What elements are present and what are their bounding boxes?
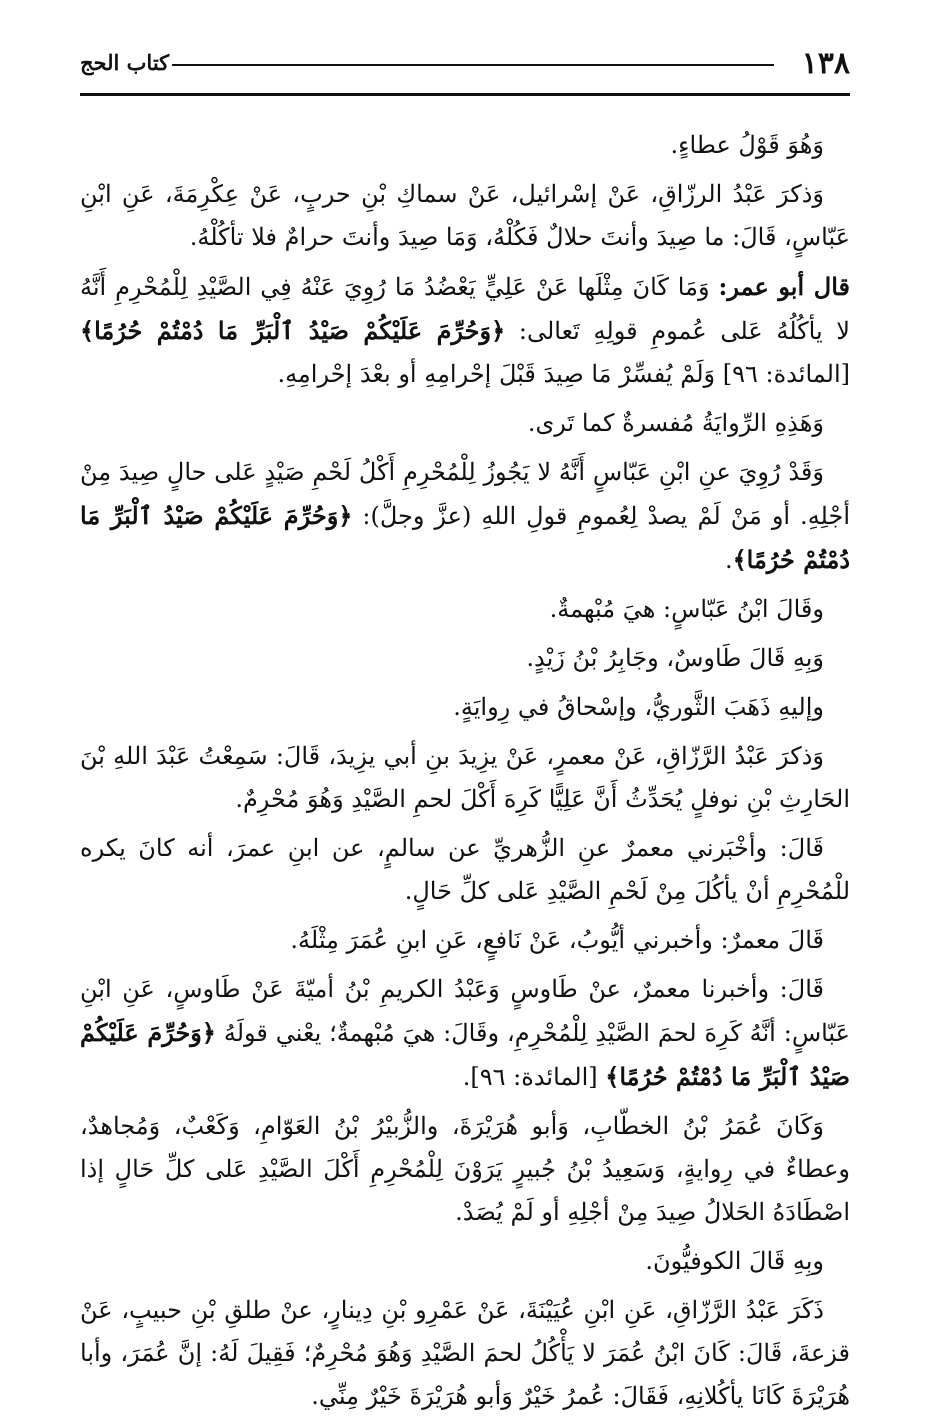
paragraph-text: قَالَ: وأخْبَرني معمرٌ عنِ الزُّهريِّ عن سالمٍ، عن ابنِ عمرَ، أنه كانَ يكره للْمُحْرِمِ أنْ يأكُلَ مِنْ لَحْمِ الصَّيْدِ عَلى كلِّ حَالٍ. [80,834,850,905]
paragraph-13 [80,1105,850,1234]
paragraph-text: وَذكرَ عَبْدُ الرَّزّاقِ، عَنْ معمرٍ، عَنْ يزِيدَ بنِ أبي يزِيدَ، قَالَ: سَمِعْتُ عَبْدَ اللهِ بْنَ الحَارِثِ بْنِ نوفلٍ يُحَدِّثُ أَنَّ عَلِيًّا كَرِهَ أَكْلَ لحمِ الصَّيْدِ وَهُوَ مُحْرِمٌ. [80,742,850,813]
paragraph-7 [80,637,850,680]
paragraph-8 [80,686,850,729]
paragraph-text: ذَكَرَ عَبْدُ الرَّزّاقِ، عَنِ ابْنِ عُيَيْنَةَ، عَنْ عَمْرِو بْنِ دِينارٍ، عنْ طلقِ بْنِ حبيبٍ، عَنْ قزعةَ، قَالَ: كَانَ ابْنُ عُمَرَ لا يَأْكُلُ لحمَ الصَّيْدِ وَهُوَ مُحْرِمٌ؛ فَقِيلَ لَهُ: إنَّ عُمَرَ، وأبا هُرَيْرَةَ كَانَا يأكُلانِهِ، فَقَالَ: عُمرُ خَيْرٌ وَأبو هُرَيْرَةَ خَيْرٌ مِنِّي. [80,1296,850,1410]
paragraph-10 [80,827,850,913]
paragraph-text: وإليهِ ذَهَبَ الثَّوريُّ، وإسْحاقُ في رِوايَةٍ. [453,693,824,721]
paragraph-text: وَذكرَ عَبْدُ الرزّاقِ، عَنْ إسْرائيل، عَنْ سماكِ بْنِ حربٍ، عَنْ عِكْرِمَةَ، عَنِ ابْنِ عَبّاسٍ، قَالَ: ما صِيدَ وأنتَ حلالٌ فَكُلْهُ، وَمَا صِيدَ وأنتَ حرامٌ فلا تأكُلْهُ. [80,180,850,251]
paragraph-14 [80,1240,850,1283]
paragraph-text-after: . [724,546,733,574]
book-title: كتاب الحج [80,50,170,75]
paragraph-6 [80,588,850,631]
paragraph-11 [80,919,850,962]
paragraph-text-after: [المائدة: ٩٦]. [462,1063,606,1091]
paragraph-4 [80,402,850,445]
paragraph-1 [80,124,850,167]
paragraph-text: وَهَذِهِ الرِّوايَةُ مُفسرةٌ كما تَرى. [527,409,824,437]
header-rule [80,93,850,96]
paragraph-3 [80,265,850,396]
paragraph-lead: قال أبو عمر: [718,272,850,301]
page-body [80,124,850,1424]
paragraph-9 [80,735,850,821]
paragraph-text: وَبِهِ قَالَ طَاوسٌ، وجَابِرُ بْنُ زَيْدٍ. [526,644,824,672]
paragraph-text: وَكَانَ عُمَرُ بْنُ الخطّابِ، وَأبو هُرَيْرَةَ، والزُّبيْرُ بْنُ العَوّامِ، وَكَعْبٌ، وَمُجاهدٌ، وعطاءٌ في رِوايةٍ، وَسَعِيدُ بْنُ جُبيرٍ يَرَوْنَ لِلْمُحْرِمِ أَكْلَ الصَّيْدِ عَلى كلِّ حَالٍ إذا اصْطَادَهُ الحَلالُ صِيدَ مِنْ أجْلِهِ أو لَمْ يُصَدْ. [80,1112,850,1226]
quran-quote: ﴿وَحُرِّمَ عَلَيْكُمْ صَيْدُ ٱلْبَرِّ مَا دُمْتُمْ حُرُمًا﴾ [80,316,506,345]
paragraph-text: قَالَ معمرٌ: وأخبرني أيُّوبُ، عَنْ نَافعٍ، عَنِ ابنِ عُمَرَ مِثْلَهُ. [290,926,824,954]
quran-quote: ﴿وَحُرِّمَ عَلَيْكُمْ صَيْدُ ٱلْبَرِّ مَا دُمْتُمْ حُرُمًا﴾ [80,501,850,574]
paragraph-2 [80,173,850,259]
paragraph-text: وبِهِ قَالَ الكوفيُّونَ. [645,1247,824,1275]
paragraph-15 [80,1289,850,1418]
page-header [80,46,850,86]
paragraph-text: وَقَدْ رُوِيَ عنِ ابْنِ عَبّاسٍ أَنَّهُ لا يَجُوزُ لِلْمُحْرِمِ أَكْلُ لَحْمِ صَيْدٍ عَلى حالٍ صِيدَ مِنْ أجْلِهِ. أو مَنْ لَمْ يصدْ لِعُمومِ قولِ اللهِ (عزَّ وجلَّ): [80,458,851,530]
paragraph-5 [80,451,850,582]
header-line [172,64,774,66]
paragraph-text: وَمَا كَانَ مِثْلَها عَنْ عَلِيٍّ يَعْضُدُ مَا رُوِيَ عَنْهُ فِي الصَّيْدِ لِلْمُحْرِمِ أَنَّهُ لا يأكُلُهُ عَلى عُمومِ قولِهِ تَعالى: [80,273,850,345]
page-number: ١٣٨ [801,46,850,81]
paragraph-text: وَهُوَ قَوْلُ عطاءٍ. [670,131,824,159]
paragraph-text-after: [المائدة: ٩٦] وَلَمْ يُفسِّرْ مَا صِيدَ قَبْلَ إحْرامِهِ أو بعْدَ إحْرامِهِ. [277,360,850,388]
quran-quote: ﴿وَحُرِّمَ عَلَيْكُمْ صَيْدُ ٱلْبَرِّ مَا دُمْتُمْ حُرُمًا﴾ [80,1018,850,1091]
paragraph-12 [80,968,850,1099]
paragraph-text: قَالَ: وأخبرنا معمرٌ، عنْ طَاوسٍ وَعَبْدُ الكريمِ بْنُ أميّةَ عَنْ طَاوسٍ، عَنِ ابْنِ عَبّاسٍ: أنَّهُ كَرِهَ لحمَ الصَّيْدِ لِلْمُحْرِمِ، وقَالَ: هيَ مُبْهمةٌ؛ يعْني قولَهُ [80,975,850,1047]
paragraph-text: وقَالَ ابْنُ عَبّاسٍ: هيَ مُبْهمةٌ. [549,595,824,623]
